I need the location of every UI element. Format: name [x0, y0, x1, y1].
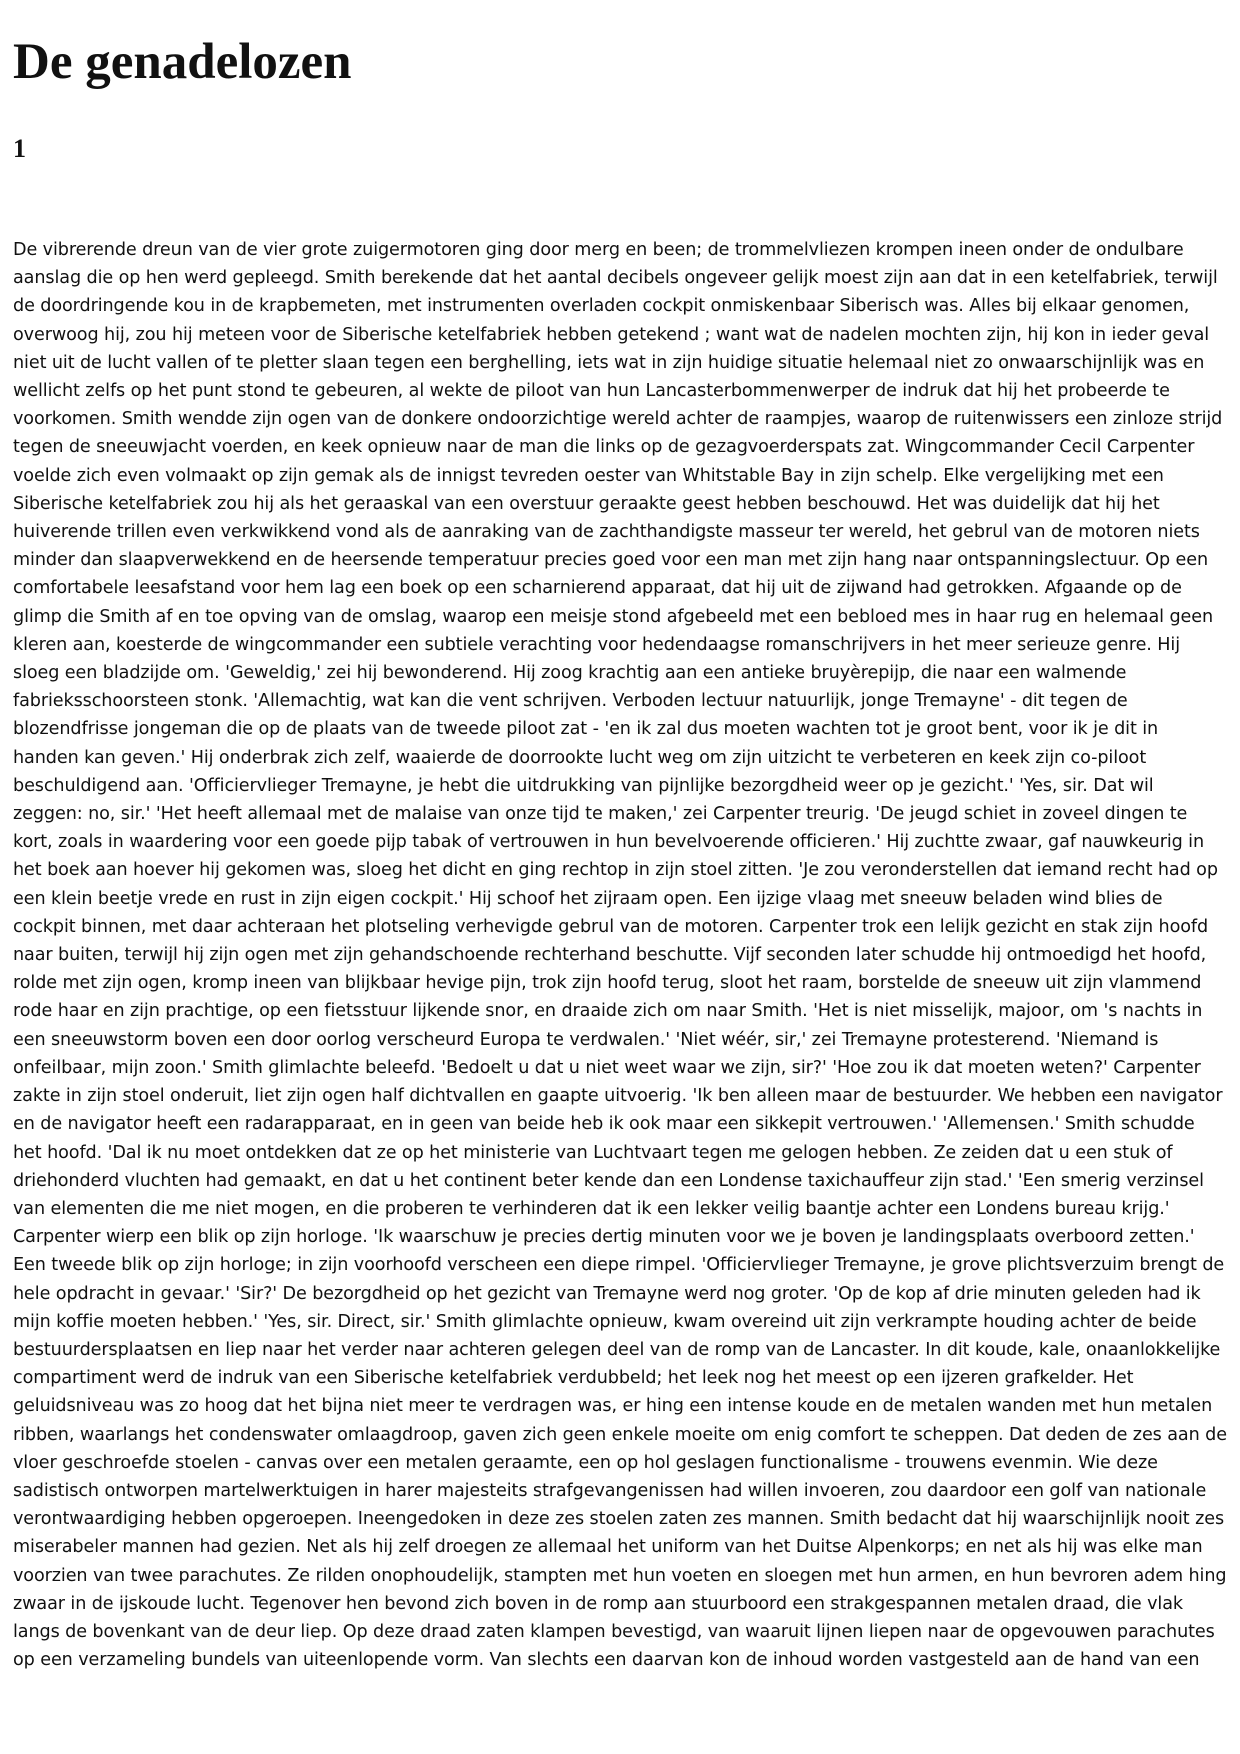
document-title: De genadelozen — [13, 34, 352, 90]
document-page — [13, 0, 1227, 1674]
chapter-heading: 1 — [13, 134, 26, 163]
body-paragraph: De vibrerende dreun van de vier grote zuigermotoren ging door merg en been; de trommelvliezen krompen ineen onder de ondulbare aanslag die op hen werd gepleegd. Smith berekende dat het aantal decibels ongeveer gelijk moest zijn aan dat in een ketelfabriek, terwijl de doordringende kou in de krapbemeten, met instrumenten overladen cockpit onmiskenbaar Siberisch was. Alles bij elkaar genomen, overwoog hij, zou hij meteen voor de Siberische ketelfabriek hebben getekend ; want wat de nadelen mochten zijn, hij kon in ieder geval niet uit de lucht vallen of te pletter slaan tegen een berghelling, iets wat in zijn huidige situatie helemaal niet zo onwaarschijnlijk was en wellicht zelfs op het punt stond te gebeuren, al wekte de piloot van hun Lancasterbommenwerper de indruk dat hij het probeerde te voorkomen. Smith wendde zijn ogen van de donkere ondoorzichtige wereld achter de raampjes, waarop de ruitenwissers een zinloze strijd tegen de sneeuwjacht voerden, en keek opnieuw naar de man die links op de gezagvoerderspats zat. Wingcommander Cecil Carpenter voelde zich even volmaakt op zijn gemak als de innigst tevreden oester van Whitstable Bay in zijn schelp. Elke vergelijking met een Siberische ketelfabriek zou hij als het geraaskal van een overstuur geraakte geest hebben beschouwd. Het was duidelijk dat hij het huiverende trillen even verkwikkend vond als de aanraking van de zachthandigste masseur ter wereld, het gebrul van de motoren niets minder dan slaapverwekkend en de heersende temperatuur precies goed voor een man met zijn hang naar ontspanningslectuur. Op een comfortabele leesafstand voor hem lag een boek op een scharnierend apparaat, dat hij uit de zijwand had getrokken. Afgaande op de glimp die Smith af en toe opving van de omslag, waarop een meisje stond afgebeeld met een bebloed mes in haar rug en helemaal geen kleren aan, koesterde de wingcommander een subtiele verachting voor hedendaagse romanschrijvers in het meer serieuze genre. Hij sloeg een bladzijde om. 'Geweldig,' zei hij bewonderend. Hij zoog krachtig aan een antieke bruyèrepijp, die naar een walmende fabrieksschoorsteen stonk. 'Allemachtig, wat kan die vent schrijven. Verboden lectuur natuurlijk, jonge Tremayne' - dit tegen de blozendfrisse jongeman die op de plaats van de tweede piloot zat - 'en ik zal dus moeten wachten tot je groot bent, voor ik je dit in handen kan geven.' Hij onderbrak zich zelf, waaierde de doorrookte lucht weg om zijn uitzicht te verbeteren en keek zijn co-piloot beschuldigend aan. 'Officiervlieger Tremayne, je hebt die uitdrukking van pijnlijke bezorgdheid weer op je gezicht.' 'Yes, sir. Dat wil zeggen: no, sir.' 'Het heeft allemaal met de malaise van onze tijd te maken,' zei Carpenter treurig. 'De jeugd schiet in zoveel dingen te kort, zoals in waardering voor een goede pijp tabak of vertrouwen in hun bevelvoerende officieren.' Hij zuchtte zwaar, gaf nauwkeurig in het boek aan hoever hij gekomen was, sloeg het dicht en ging rechtop in zijn stoel zitten. 'Je zou veronderstellen dat iemand recht had op een klein beetje vrede en rust in zijn eigen cockpit.' Hij schoof het zijraam open. Een ijzige vlaag met sneeuw beladen wind blies de cockpit binnen, met daar achteraan het plotseling verhevigde gebrul van de motoren. Carpenter trok een lelijk gezicht en stak zijn hoofd naar buiten, terwijl hij zijn ogen met zijn gehandschoende rechterhand beschutte. Vijf seconden later schudde hij ontmoedigd het hoofd, rolde met zijn ogen, kromp ineen van blijkbaar hevige pijn, trok zijn hoofd terug, sloot het raam, borstelde de sneeuw uit zijn vlammend rode haar en zijn prachtige, op een fietsstuur lijkende snor, en draaide zich om naar Smith. 'Het is niet misselijk, majoor, om 's nachts in een sneeuwstorm boven een door oorlog verscheurd Europa te verdwalen.' 'Niet wéér, sir,' zei Tremayne protesterend. 'Niemand is onfeilbaar, mijn zoon.' Smith glimlachte beleefd. 'Bedoelt u dat u niet weet waar we zijn, sir?' 'Hoe zou ik dat moeten weten?' Carpenter zakte in zijn stoel onderuit, liet zijn ogen half dichtvallen en gaapte uitvoerig. 'Ik ben alleen maar de bestuurder. We hebben een navigator en de navigator heeft een radarapparaat, en in geen van beide heb ik ook maar een sikkepit vertrouwen.' 'Allemensen.' Smith schudde het hoofd. 'Dal ik nu moet ontdekken dat ze op het ministerie van Luchtvaart tegen me gelogen hebben. Ze zeiden dat u een stuk of driehonderd vluchten had gemaakt, en dat u het continent beter kende dan een Londense taxichauffeur zijn stad.' 'Een smerig verzinsel van elementen die me niet mogen, en die proberen te verhinderen dat ik een lekker veilig baantje achter een Londens bureau krijg.' Carpenter wierp een blik op zijn horloge. 'Ik waarschuw je precies dertig minuten voor we je boven je landingsplaats overboord zetten.' Een tweede blik op zijn horloge; in zijn voorhoofd verscheen een diepe rimpel. 'Officiervlieger Tremayne, je grove plichtsverzuim brengt de hele opdracht in gevaar.' 'Sir?' De bezorgdheid op het gezicht van Tremayne werd nog groter. 'Op de kop af drie minuten geleden had ik mijn koffie moeten hebben.' 'Yes, sir. Direct, sir.' Smith glimlachte opnieuw, kwam overeind uit zijn verkrampte houding achter de beide bestuurdersplaatsen en liep naar het verder naar achteren gelegen deel van de romp van de Lancaster. In dit koude, kale, onaanlokkelijke compartiment werd de indruk van een Siberische ketelfabriek verdubbeld; het leek nog het meest op een ijzeren grafkelder. Het geluidsniveau was zo hoog dat het bijna niet meer te verdragen was, er hing een intense koude en de metalen wanden met hun metalen ribben, waarlangs het condenswater omlaagdroop, gaven zich geen enkele moeite om enig comfort te scheppen. Dat deden de zes aan de vloer geschroefde stoelen - canvas over een metalen geraamte, een op hol geslagen functionalisme - trouwens evenmin. Wie deze sadistisch ontworpen martelwerktuigen in harer majesteits strafgevangenissen had willen invoeren, zou daardoor een golf van nationale verontwaardiging hebben opgeroepen. Ineengedoken in deze zes stoelen zaten zes mannen. Smith bedacht dat hij waarschijnlijk nooit zes miserabeler mannen had gezien. Net als hij zelf droegen ze allemaal het uniform van het Duitse Alpenkorps; en net als hij was elke man voorzien van twee parachutes. Ze rilden onophoudelijk, stampten met hun voeten en sloegen met hun armen, en hun bevroren adem hing zwaar in de ijskoude lucht. Tegenover hen bevond zich boven in de romp aan stuurboord een strakgespannen metalen draad, die vlak langs de bovenkant van de deur liep. Op deze draad zaten klampen bevestigd, van waaruit lijnen liepen naar de opgevouwen parachutes op een verzameling bundels van uiteenlopende vorm. Van slechts een daarvan kon de inhoud worden vastgesteld aan de hand van een — [13, 240, 1227, 1671]
